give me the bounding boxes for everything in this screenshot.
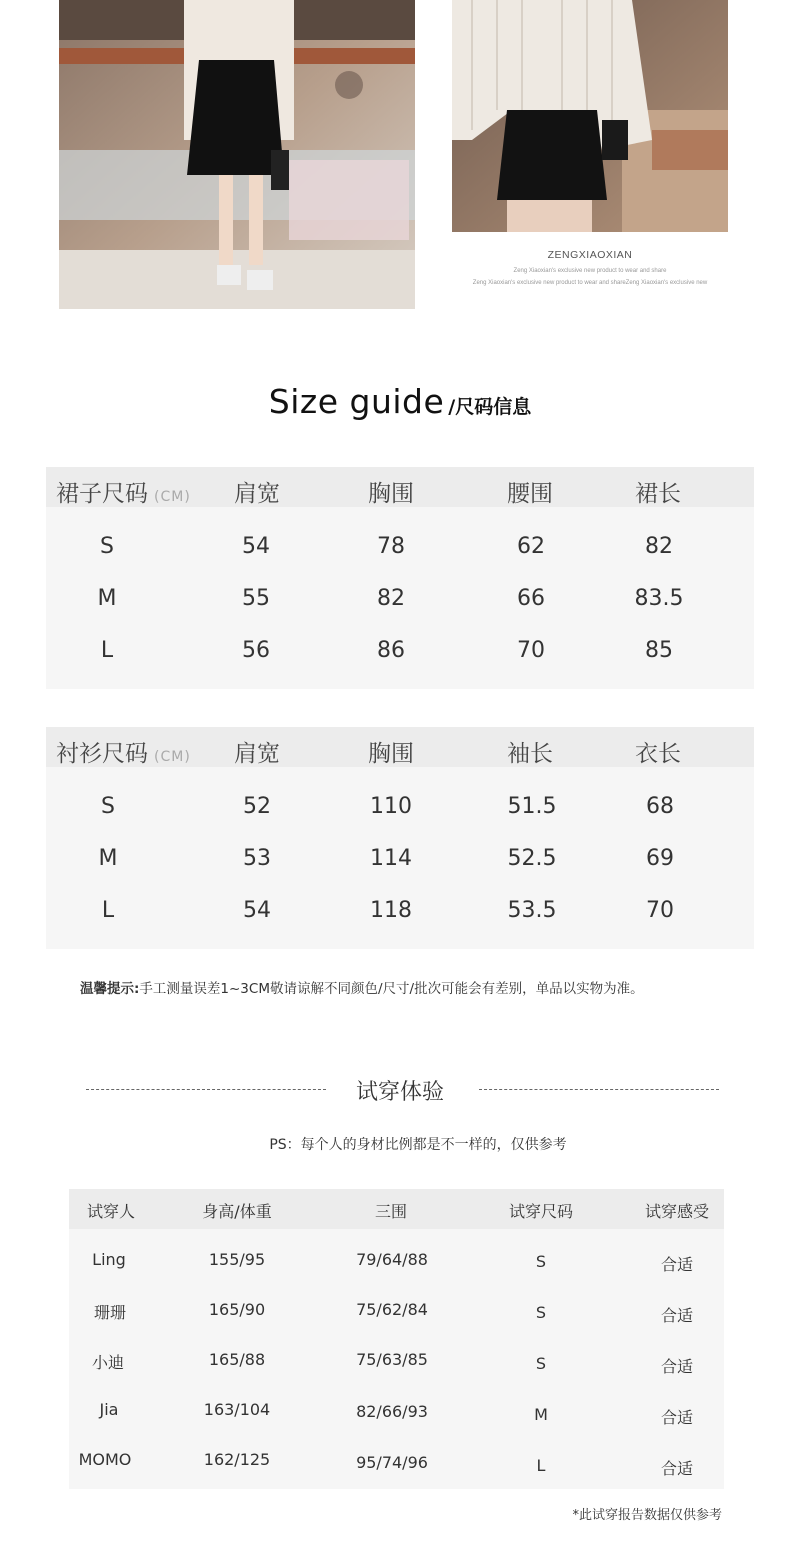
tryon-section-title: 试穿体验 — [355, 1080, 444, 1105]
notice-text: 手工测量误差1~3CM敬请谅解不同颜色/尺寸/批次可能会有差别，单品以实物为准。 — [139, 981, 644, 997]
table-cell: 75/62/84 — [356, 1300, 428, 1319]
table-cell: 52.5 — [507, 846, 557, 871]
size-guide-title — [0, 382, 800, 421]
table-cell: 83.5 — [634, 586, 684, 611]
col-header-height-weight: 身高/体重 — [202, 1202, 272, 1221]
table-cell: 54 — [243, 898, 271, 923]
table-cell: L — [536, 1456, 546, 1475]
table-cell: 合适 — [660, 1306, 694, 1325]
table-cell: 56 — [242, 638, 270, 663]
tester-name: Ling — [92, 1250, 126, 1269]
brand-name: ZENGXIAOXIAN — [547, 249, 633, 261]
table-cell: 66 — [517, 586, 545, 611]
brand-tagline: Zeng Xiaoxian's exclusive new product to wear and share — [513, 268, 667, 274]
table-cell: S — [535, 1252, 547, 1271]
table-cell: 55 — [242, 586, 270, 611]
table-cell: 53.5 — [507, 898, 557, 923]
skirt-size-header: 裙子尺码 (CM) — [56, 481, 191, 507]
table-cell: 118 — [370, 898, 412, 923]
table-cell: 70 — [517, 638, 545, 663]
size-cell: M — [97, 586, 117, 611]
size-cell: L — [100, 638, 114, 663]
size-cell: S — [100, 534, 114, 559]
col-header-skirt-length: 裙长 — [635, 481, 681, 507]
measurement-notice — [80, 977, 644, 997]
tryon-table — [69, 1189, 724, 1489]
table-cell: 合适 — [660, 1357, 694, 1376]
table-cell: 95/74/96 — [356, 1453, 428, 1472]
size-cell: L — [101, 898, 115, 923]
table-cell: 75/63/85 — [356, 1350, 428, 1369]
table-cell: 163/104 — [203, 1400, 271, 1419]
size-guide-title-en: Size guide — [268, 382, 445, 421]
table-cell: 70 — [646, 898, 674, 923]
shirt-size-header: 衬衫尺码 (CM) — [56, 741, 191, 767]
table-cell: 114 — [370, 846, 412, 871]
size-cell: S — [101, 794, 115, 819]
col-header-sleeve: 袖长 — [507, 741, 553, 767]
shirt-table-header — [46, 727, 754, 767]
tryon-table-header — [69, 1189, 724, 1229]
tester-name: 珊珊 — [93, 1303, 127, 1322]
col-header-shoulder: 肩宽 — [234, 741, 280, 767]
skirt-table-header — [46, 467, 754, 507]
table-cell: 54 — [242, 534, 270, 559]
table-cell: 51.5 — [507, 794, 557, 819]
unit-label: (CM) — [154, 489, 191, 505]
table-cell: 110 — [370, 794, 412, 819]
size-cell: M — [98, 846, 118, 871]
tester-name: Jia — [99, 1400, 119, 1419]
table-cell: 82/66/93 — [356, 1402, 428, 1421]
tester-name: 小迪 — [91, 1353, 125, 1372]
table-cell: 86 — [377, 638, 405, 663]
col-header-shoulder: 肩宽 — [234, 481, 280, 507]
col-header-feeling: 试穿感受 — [644, 1202, 710, 1221]
table-cell: S — [535, 1354, 547, 1373]
col-header-bust: 胸围 — [368, 481, 414, 507]
col-header-measurements: 三围 — [374, 1202, 408, 1221]
col-header-tester: 试穿人 — [86, 1202, 136, 1221]
tryon-note: PS：每个人的身材比例都是不一样的，仅供参考 — [269, 1137, 567, 1153]
table-cell: 85 — [645, 638, 673, 663]
tryon-footnote: *此试穿报告数据仅供参考 — [572, 1508, 722, 1523]
table-cell: 78 — [377, 534, 405, 559]
col-header-waist: 腰围 — [507, 481, 553, 507]
table-cell: 合适 — [660, 1459, 694, 1478]
table-cell: 82 — [645, 534, 673, 559]
table-cell: 53 — [243, 846, 271, 871]
shirt-size-table — [46, 727, 754, 949]
table-cell: 69 — [646, 846, 674, 871]
table-cell: 79/64/88 — [356, 1250, 428, 1269]
col-header-tried-size: 试穿尺码 — [508, 1202, 574, 1221]
model-photo-left — [59, 0, 415, 309]
table-cell: 165/88 — [208, 1350, 266, 1369]
model-photo-right — [452, 0, 728, 232]
table-cell: 82 — [377, 586, 405, 611]
unit-label: (CM) — [154, 749, 191, 765]
col-header-length: 衣长 — [635, 741, 681, 767]
table-cell: 52 — [243, 794, 271, 819]
notice-label: 温馨提示: — [80, 981, 140, 997]
table-cell: S — [535, 1303, 547, 1322]
table-cell: M — [534, 1405, 548, 1424]
col-header-bust: 胸围 — [368, 741, 414, 767]
size-guide-title-zh: /尺码信息 — [448, 396, 532, 418]
brand-tagline-repeat: Zeng Xiaoxian's exclusive new product to wear and shareZeng Xiaoxian's exclusive new — [472, 280, 708, 286]
table-cell: 68 — [646, 794, 674, 819]
table-cell: 155/95 — [208, 1250, 266, 1269]
table-cell: 合适 — [660, 1255, 694, 1274]
skirt-size-table — [46, 467, 754, 689]
table-cell: 165/90 — [208, 1300, 266, 1319]
table-cell: 162/125 — [203, 1450, 271, 1469]
table-cell: 合适 — [660, 1408, 694, 1427]
table-cell: 62 — [517, 534, 545, 559]
tester-name: MOMO — [78, 1450, 132, 1469]
